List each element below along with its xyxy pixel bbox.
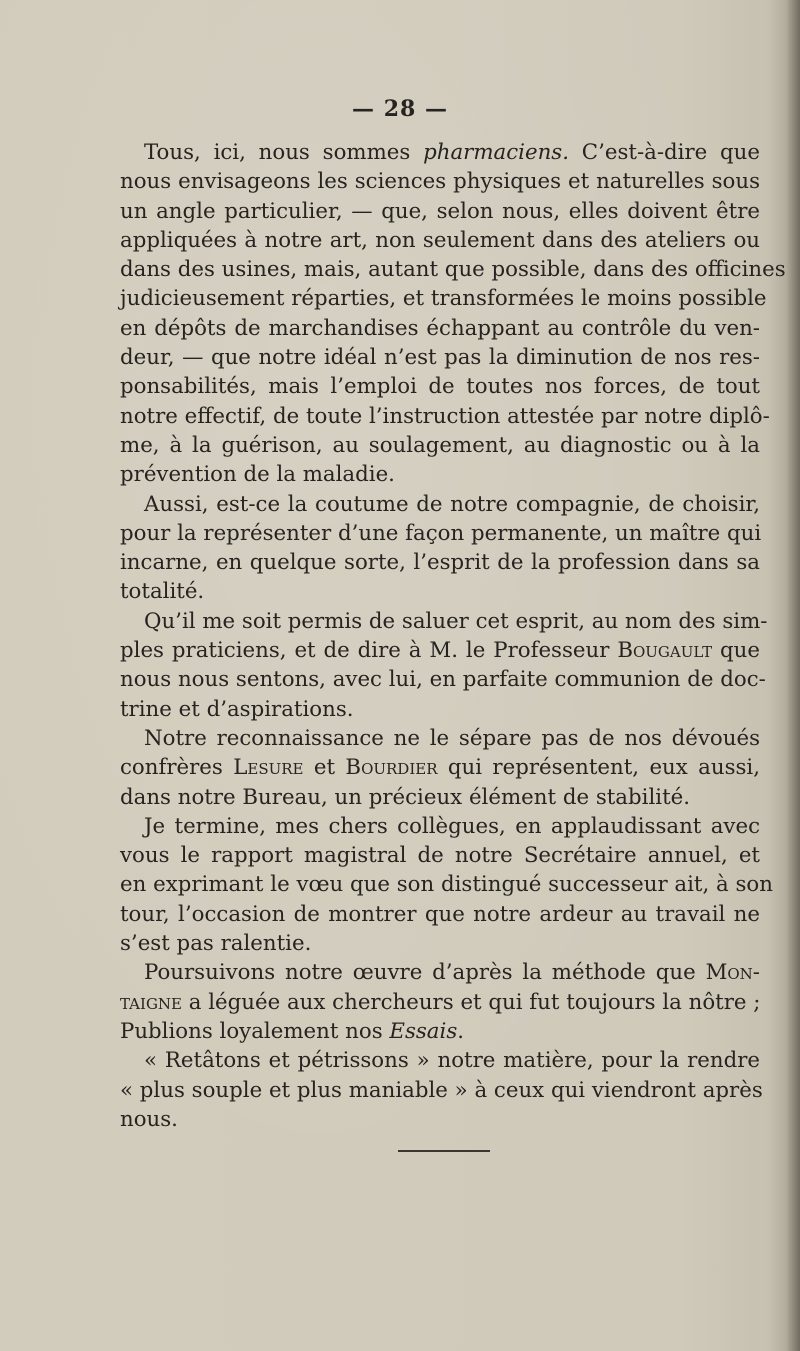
text-line — [120, 167, 760, 196]
text-line — [120, 665, 766, 694]
line-text: vous le rapport magistral de notre Secrétaire annuel, et — [120, 843, 760, 869]
line-text: notre effectif, de toute l’instruction attestée par notre diplô- — [120, 403, 770, 429]
text-line — [120, 724, 760, 753]
line-text: C’est-à-dire que — [569, 140, 760, 165]
line-text: un angle particulier, — que, selon nous, elles doivent être — [120, 198, 760, 224]
text-line — [120, 490, 760, 519]
text-line — [120, 402, 770, 431]
line-text: me, à la guérison, au soulagement, au diagnostic ou à la — [120, 432, 760, 458]
page-number: — 28 — — [352, 96, 448, 122]
text-line — [120, 870, 773, 899]
text-line — [120, 226, 760, 255]
line-text: qui représentent, eux aussi, — [437, 755, 761, 781]
line-text: Poursuivons notre œuvre d’après la méthode que — [144, 960, 706, 986]
text-line — [120, 343, 760, 372]
small-caps-name: Lesure — [233, 755, 304, 781]
line-text: totalité. — [120, 579, 205, 605]
text-line — [120, 460, 760, 489]
line-text: Aussi, est-ce la coutume de notre compagnie, de choisir, — [144, 491, 760, 517]
text-line — [120, 958, 760, 987]
text-line — [120, 314, 760, 343]
line-text: a léguée aux chercheurs et qui fut toujours la nôtre ; — [182, 989, 761, 1015]
line-text: deur, — que notre idéal n’est pas la diminution de nos res- — [120, 345, 760, 371]
text-line — [120, 607, 768, 636]
line-text: prévention de la maladie. — [120, 462, 395, 488]
small-caps-name: Bougault — [617, 638, 713, 664]
line-text: Publions loyalement nos — [120, 1018, 390, 1044]
text-line — [120, 988, 760, 1017]
line-text: incarne, en quelque sorte, l’esprit de la profession dans sa — [120, 550, 760, 576]
line-text: « Retâtons et pétrissons » notre matière, pour la rendre — [144, 1048, 760, 1074]
page-edge-shadow — [786, 0, 800, 1351]
text-line — [120, 577, 760, 606]
text-line — [120, 197, 760, 226]
text-line — [120, 929, 760, 958]
text-line — [120, 1105, 760, 1134]
line-text: « plus souple et plus maniable » à ceux qui viendront après — [120, 1077, 763, 1103]
line-text: dans notre Bureau, un précieux élément de stabilité. — [120, 784, 691, 810]
small-caps-name: Bourdier — [345, 755, 438, 781]
line-text: tour, l’occasion de montrer que notre ardeur au travail ne — [120, 901, 760, 927]
small-caps-name: taigne — [120, 989, 182, 1015]
text-line — [120, 695, 760, 724]
line-text: pour la représenter d’une façon permanente, un maître qui — [120, 520, 762, 546]
italic-word: Essais — [389, 1018, 458, 1044]
line-text: en dépôts de marchandises échappant au contrôle du ven- — [120, 315, 760, 341]
line-text: s’est pas ralentie. — [120, 931, 312, 957]
text-line — [120, 636, 760, 665]
end-rule — [398, 1150, 490, 1152]
line-text: . — [457, 1018, 465, 1044]
text-line — [120, 284, 767, 313]
line-text: judicieusement réparties, et transformées le moins possible — [120, 286, 767, 312]
line-text: trine et d’aspirations. — [120, 696, 354, 722]
line-text: ponsabilités, mais l’emploi de toutes nos forces, de tout — [120, 374, 760, 400]
line-text: Tous, ici, nous sommes — [144, 140, 424, 165]
line-text: appliquées à notre art, non seulement dans des ateliers ou — [120, 227, 760, 253]
text-line — [120, 372, 760, 401]
text-line — [120, 1046, 760, 1075]
text-line — [120, 519, 760, 548]
text-line — [120, 1017, 760, 1046]
line-text: et — [303, 755, 346, 781]
text-line — [120, 841, 760, 870]
small-caps-name: Mon- — [705, 960, 760, 986]
text-line — [120, 812, 760, 841]
text-line — [120, 1076, 763, 1105]
text-line — [120, 900, 760, 929]
line-text: confrères — [120, 755, 234, 781]
text-line — [120, 431, 760, 460]
text-line — [120, 783, 760, 812]
line-text: Je termine, mes chers collègues, en applaudissant avec — [144, 813, 760, 839]
line-text: Qu’il me soit permis de saluer cet esprit, au nom des sim- — [144, 608, 768, 634]
text-line — [120, 255, 786, 284]
line-text: que — [712, 638, 760, 664]
line-text: nous envisageons les sciences physiques et naturelles sous — [120, 169, 760, 195]
text-line — [120, 753, 760, 782]
text-line — [120, 138, 760, 167]
text-line — [120, 548, 760, 577]
line-text: ples praticiens, et de dire à M. le Professeur — [120, 638, 618, 664]
italic-word: pharmaciens. — [423, 140, 569, 165]
body-text — [120, 138, 786, 1134]
line-text: nous nous sentons, avec lui, en parfaite communion de doc- — [120, 667, 766, 693]
line-text: en exprimant le vœu que son distingué successeur ait, à son — [120, 872, 773, 898]
line-text: dans des usines, mais, autant que possible, dans des officines — [120, 257, 786, 283]
line-text: Notre reconnaissance ne le sépare pas de nos dévoués — [144, 725, 760, 751]
line-text: nous. — [120, 1106, 178, 1132]
